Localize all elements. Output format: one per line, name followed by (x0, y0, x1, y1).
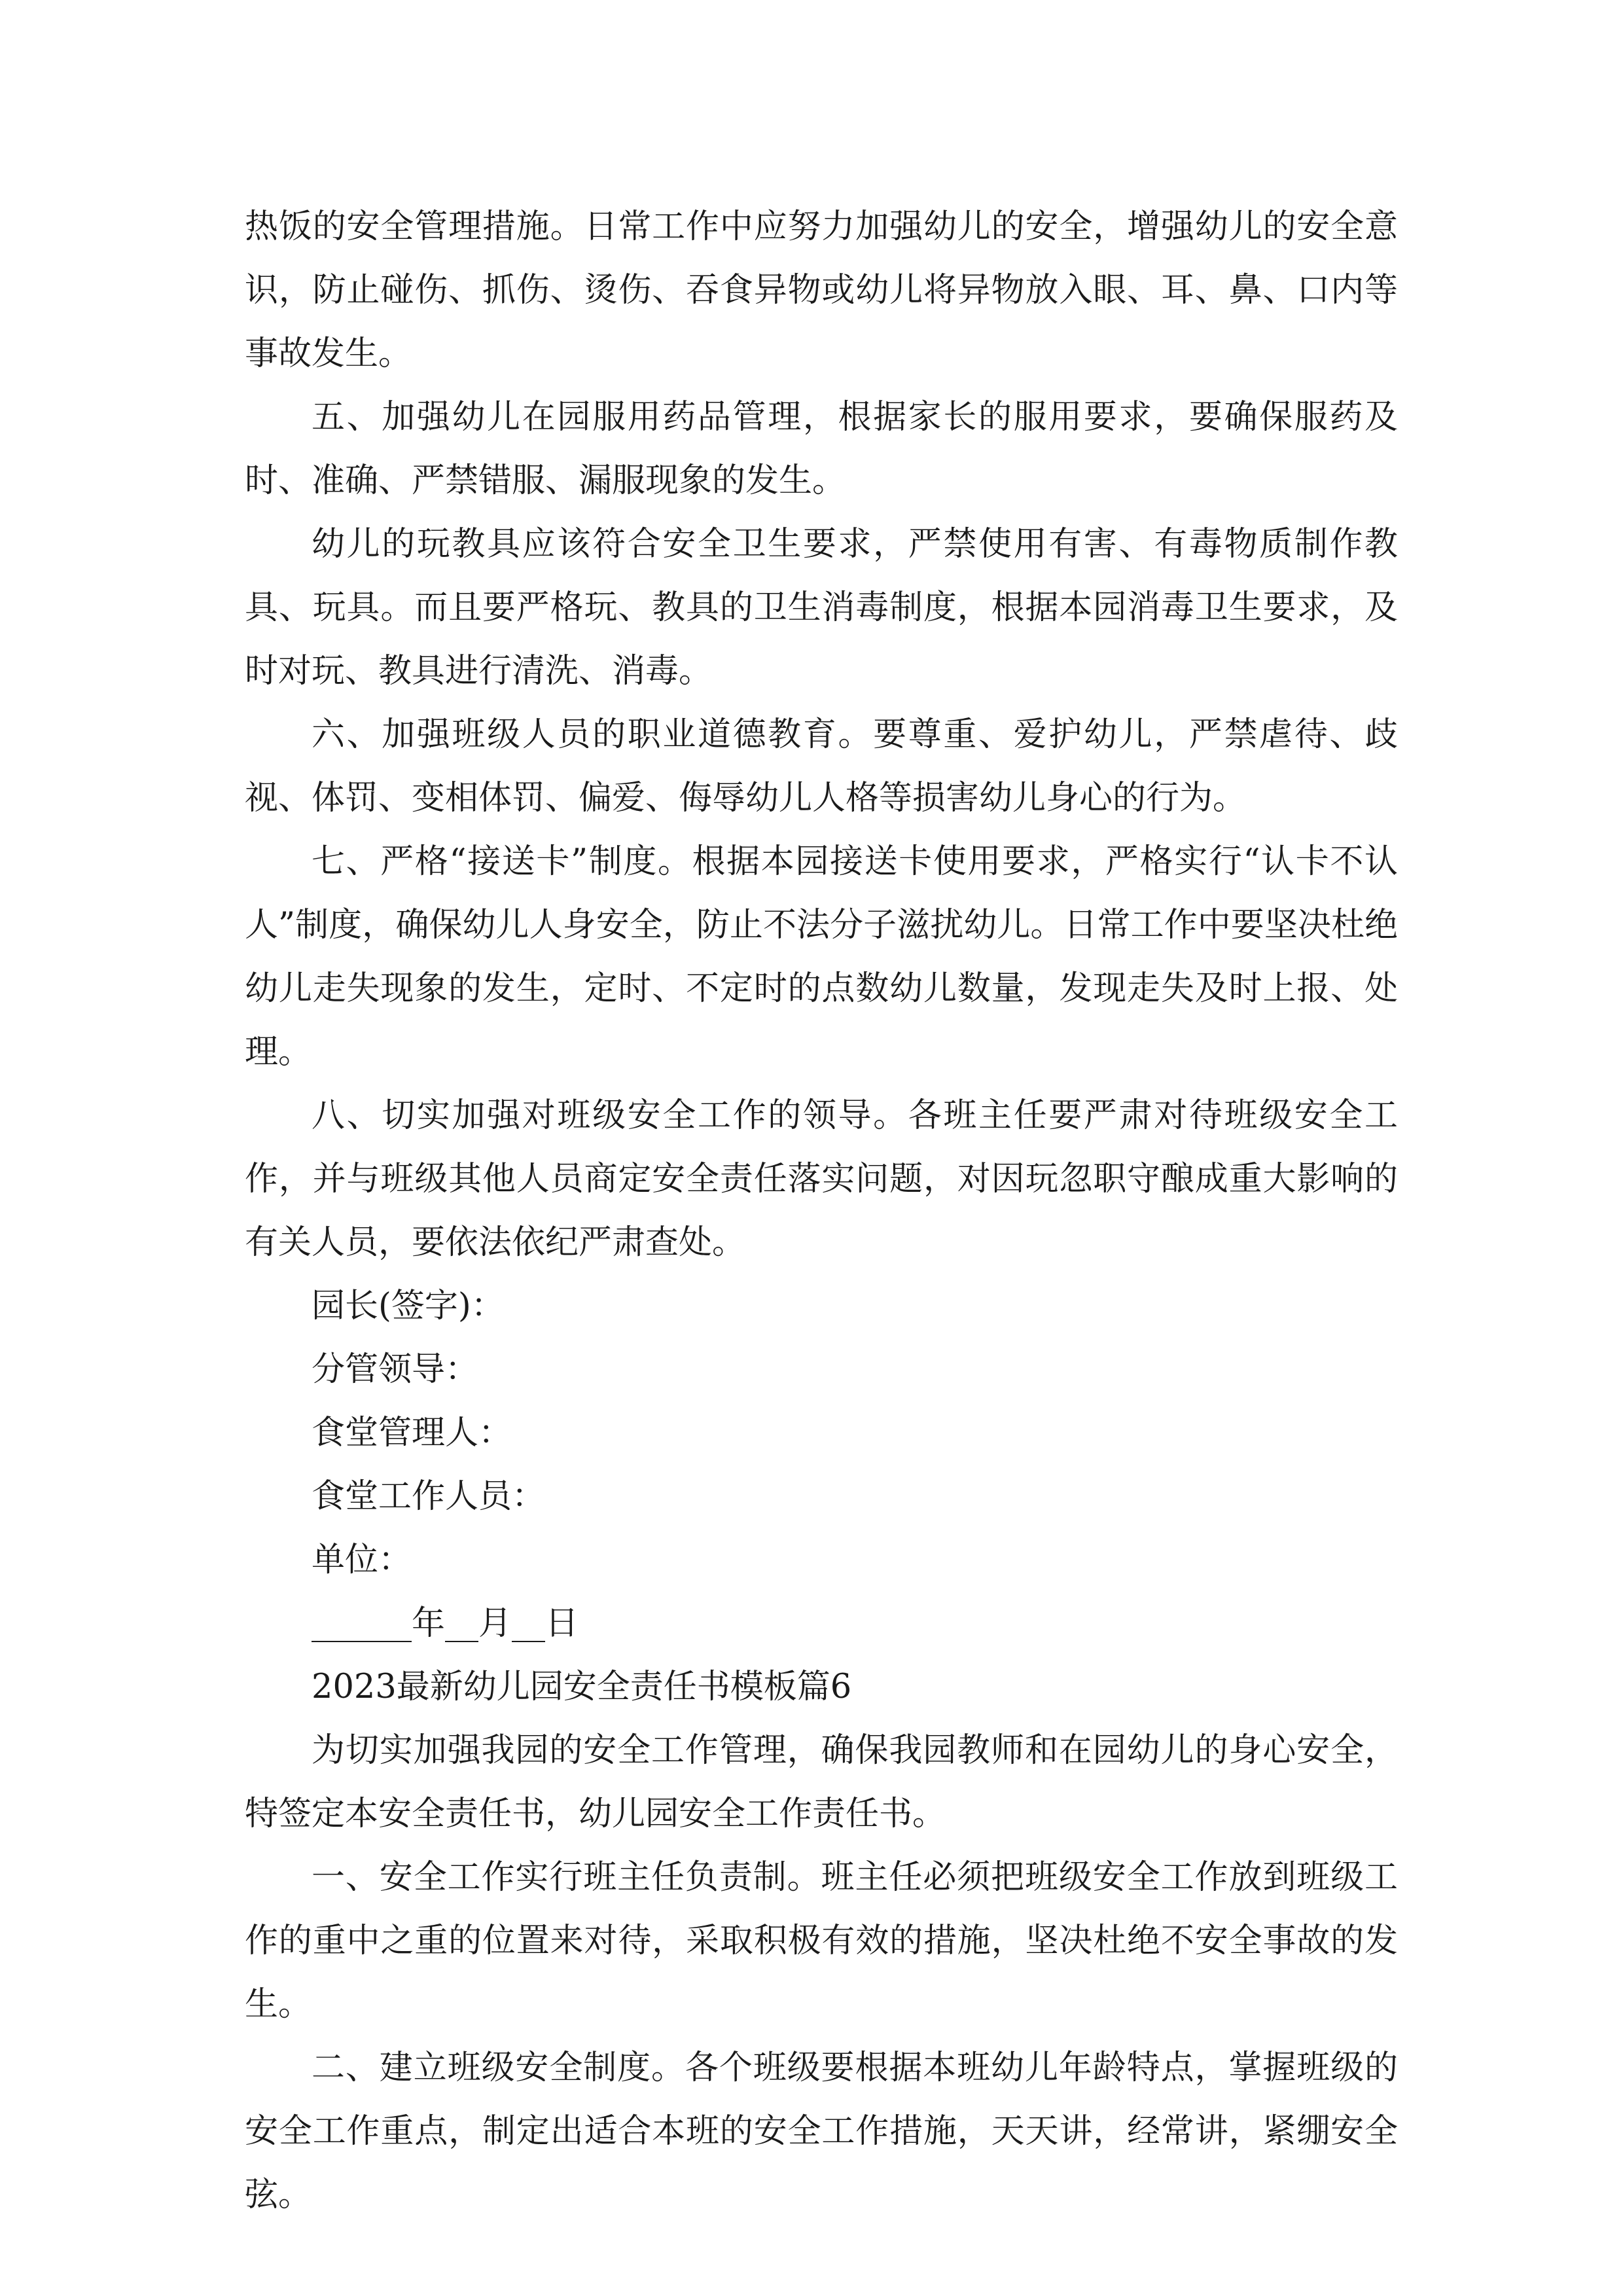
section-intro: 为切实加强我园的安全工作管理，确保我园教师和在园幼儿的身心安全，特签定本安全责任书，幼儿园安全工作责任书。 (245, 1731, 1398, 1833)
paragraph-item-eight: 八、切实加强对班级安全工作的领导。各班主任要严肃对待班级安全工作，并与班级其他人员商定安全责任落实问题，对因玩忽职守酿成重大影响的有关人员，要依法依纪严肃查处。 (245, 1096, 1398, 1262)
signature-date: ______年__月__日 (312, 1604, 579, 1643)
signature-canteen-staff: 食堂工作人员： (312, 1477, 546, 1516)
paragraph-toys: 幼儿的玩教具应该符合安全卫生要求，严禁使用有害、有毒物质制作教具、玩具。而且要严格玩、教具的卫生消毒制度，根据本园消毒卫生要求，及时对玩、教具进行清洗、消毒。 (245, 525, 1398, 691)
signature-principal: 园长(签字)： (312, 1287, 505, 1325)
signature-supervisor: 分管领导： (312, 1350, 479, 1389)
section-item-two: 二、建立班级安全制度。各个班级要根据本班幼儿年龄特点，掌握班级的安全工作重点，制定出适合本班的安全工作措施，天天讲，经常讲，紧绷安全弦。 (245, 2049, 1398, 2214)
paragraph-item-six: 六、加强班级人员的职业道德教育。要尊重、爱护幼儿，严禁虐待、歧视、体罚、变相体罚、偏爱、侮辱幼儿人格等损害幼儿身心的行为。 (245, 715, 1398, 817)
paragraph-item-seven: 七、严格“接送卡”制度。根据本园接送卡使用要求，严格实行“认卡不认人”制度，确保幼儿人身安全，防止不法分子滋扰幼儿。日常工作中要坚决杜绝幼儿走失现象的发生，定时、不定时的点数幼儿数量，发现走失及时上报、处理。 (245, 842, 1398, 1071)
section-item-one: 一、安全工作实行班主任负责制。班主任必须把班级安全工作放到班级工作的重中之重的位置来对待，采取积极有效的措施，坚决杜绝不安全事故的发生。 (245, 1858, 1398, 2024)
section-title: 2023最新幼儿园安全责任书模板篇6 (312, 1668, 852, 1706)
signature-unit: 单位： (312, 1541, 412, 1579)
signature-canteen-manager: 食堂管理人： (312, 1414, 512, 1452)
document-body (245, 195, 1398, 2227)
paragraph-continuation: 热饭的安全管理措施。日常工作中应努力加强幼儿的安全，增强幼儿的安全意识，防止碰伤、抓伤、烫伤、吞食异物或幼儿将异物放入眼、耳、鼻、口内等事故发生。 (245, 207, 1398, 373)
paragraph-item-five: 五、加强幼儿在园服用药品管理，根据家长的服用要求，要确保服药及时、准确、严禁错服、漏服现象的发生。 (245, 398, 1398, 500)
